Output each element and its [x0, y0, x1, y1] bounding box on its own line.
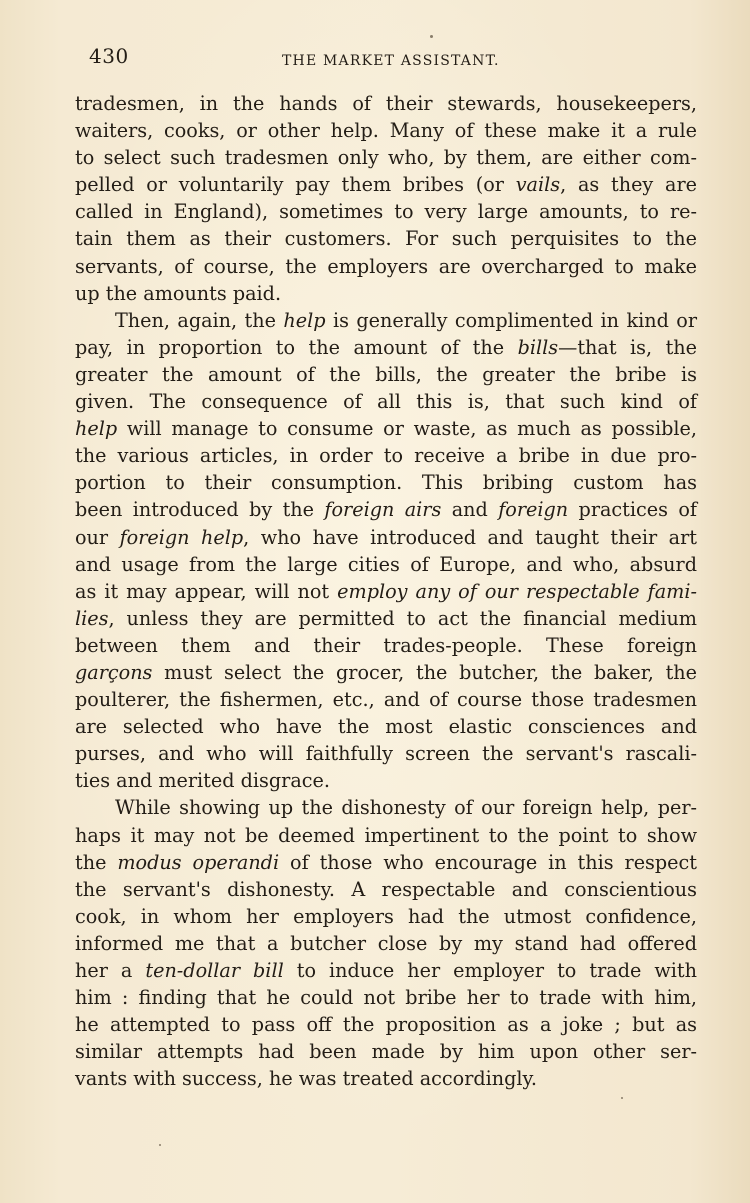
text-line: as it may appear, will not employ any of our respectable fami- — [75, 579, 698, 603]
italic-term: vails — [515, 173, 561, 197]
text-line: tain them as their customers. For such perquisites to the — [75, 227, 697, 251]
text-line: vants with success, he was treated accordingly. — [75, 1067, 537, 1091]
paper-speck — [621, 1097, 623, 1099]
text-line: While showing up the dishonesty of our foreign help, per- — [115, 796, 697, 820]
text-line: pay, in proportion to the amount of the bills—that is, the — [75, 335, 697, 359]
page-number: 430 — [89, 44, 129, 68]
italic-term: foreign help — [119, 525, 244, 549]
text-line: help will manage to consume or waste, as much as possible, — [75, 417, 697, 441]
text-line: called in England), sometimes to very large amounts, to re- — [75, 200, 697, 224]
text-line: Then, again, the help is generally complimented in kind or — [115, 308, 697, 332]
text-line: informed me that a butcher close by my stand had offered — [75, 931, 697, 955]
italic-term: employ any of our respectable fami- — [337, 579, 698, 603]
text-line: purses, and who will faithfully screen the servant's rascali- — [75, 742, 697, 766]
text-line: he attempted to pass off the proposition as a joke ; but as — [75, 1013, 697, 1037]
text-line: servants, of course, the employers are overcharged to make — [75, 254, 697, 278]
italic-term: help — [283, 308, 326, 332]
italic-term: help — [75, 417, 118, 441]
text-line: the servant's dishonesty. A respectable and conscientious — [75, 877, 697, 901]
text-line: her a ten-dollar bill to induce her employer to trade with — [75, 959, 697, 982]
body-text — [75, 90, 697, 1092]
paper-speck — [159, 1144, 161, 1146]
text-line: the modus operandi of those who encourage in this respect — [75, 850, 697, 874]
text-line: the various articles, in order to receive a bribe in due pro- — [75, 444, 697, 468]
text-line: him : finding that he could not bribe her to trade with him, — [75, 986, 697, 1010]
text-line: poulterer, the fishermen, etc., and of course those tradesmen — [75, 688, 697, 712]
text-line: to select such tradesmen only who, by them, are either com- — [75, 146, 697, 170]
italic-term: garçons — [75, 660, 153, 684]
text-line: haps it may not be deemed impertinent to the point to show — [75, 823, 697, 847]
text-line: cook, in whom her employers had the utmost confidence, — [75, 904, 697, 928]
text-line: pelled or voluntarily pay them bribes (or vails, as they are — [75, 173, 697, 197]
paper-speck — [430, 35, 433, 38]
text-line: greater the amount of the bills, the greater the bribe is — [75, 362, 697, 386]
italic-term: foreign — [498, 498, 569, 522]
text-line: waiters, cooks, or other help. Many of these make it a rule — [75, 119, 697, 143]
page-header — [0, 42, 750, 76]
text-line: tradesmen, in the hands of their stewards, housekeepers, — [75, 92, 697, 115]
text-line: garçons must select the grocer, the butcher, the baker, the — [75, 660, 697, 684]
italic-term: lies — [75, 606, 109, 630]
text-line: up the amounts paid. — [75, 281, 282, 305]
text-line: similar attempts had been made by him upon other ser- — [75, 1040, 697, 1064]
italic-term: ten-dollar bill — [145, 959, 284, 982]
text-line: and usage from the large cities of Europe, and who, absurd — [75, 552, 697, 576]
italic-term: bills — [517, 335, 559, 359]
italic-term: foreign airs — [324, 498, 442, 522]
text-line: are selected who have the most elastic consciences and — [75, 715, 697, 739]
text-line: portion to their consumption. This bribing custom has — [75, 471, 697, 495]
text-line: been introduced by the foreign airs and foreign practices of — [75, 498, 698, 522]
running-title: THE MARKET ASSISTANT. — [282, 53, 500, 69]
text-line: lies, unless they are permitted to act the financial medium — [75, 606, 697, 630]
italic-term: modus operandi — [117, 850, 280, 874]
text-line: given. The consequence of all this is, that such kind of — [75, 390, 697, 414]
text-line: our foreign help, who have introduced and taught their art — [75, 525, 697, 549]
text-line: between them and their trades-people. These foreign — [75, 633, 697, 657]
text-line: ties and merited disgrace. — [75, 769, 330, 793]
